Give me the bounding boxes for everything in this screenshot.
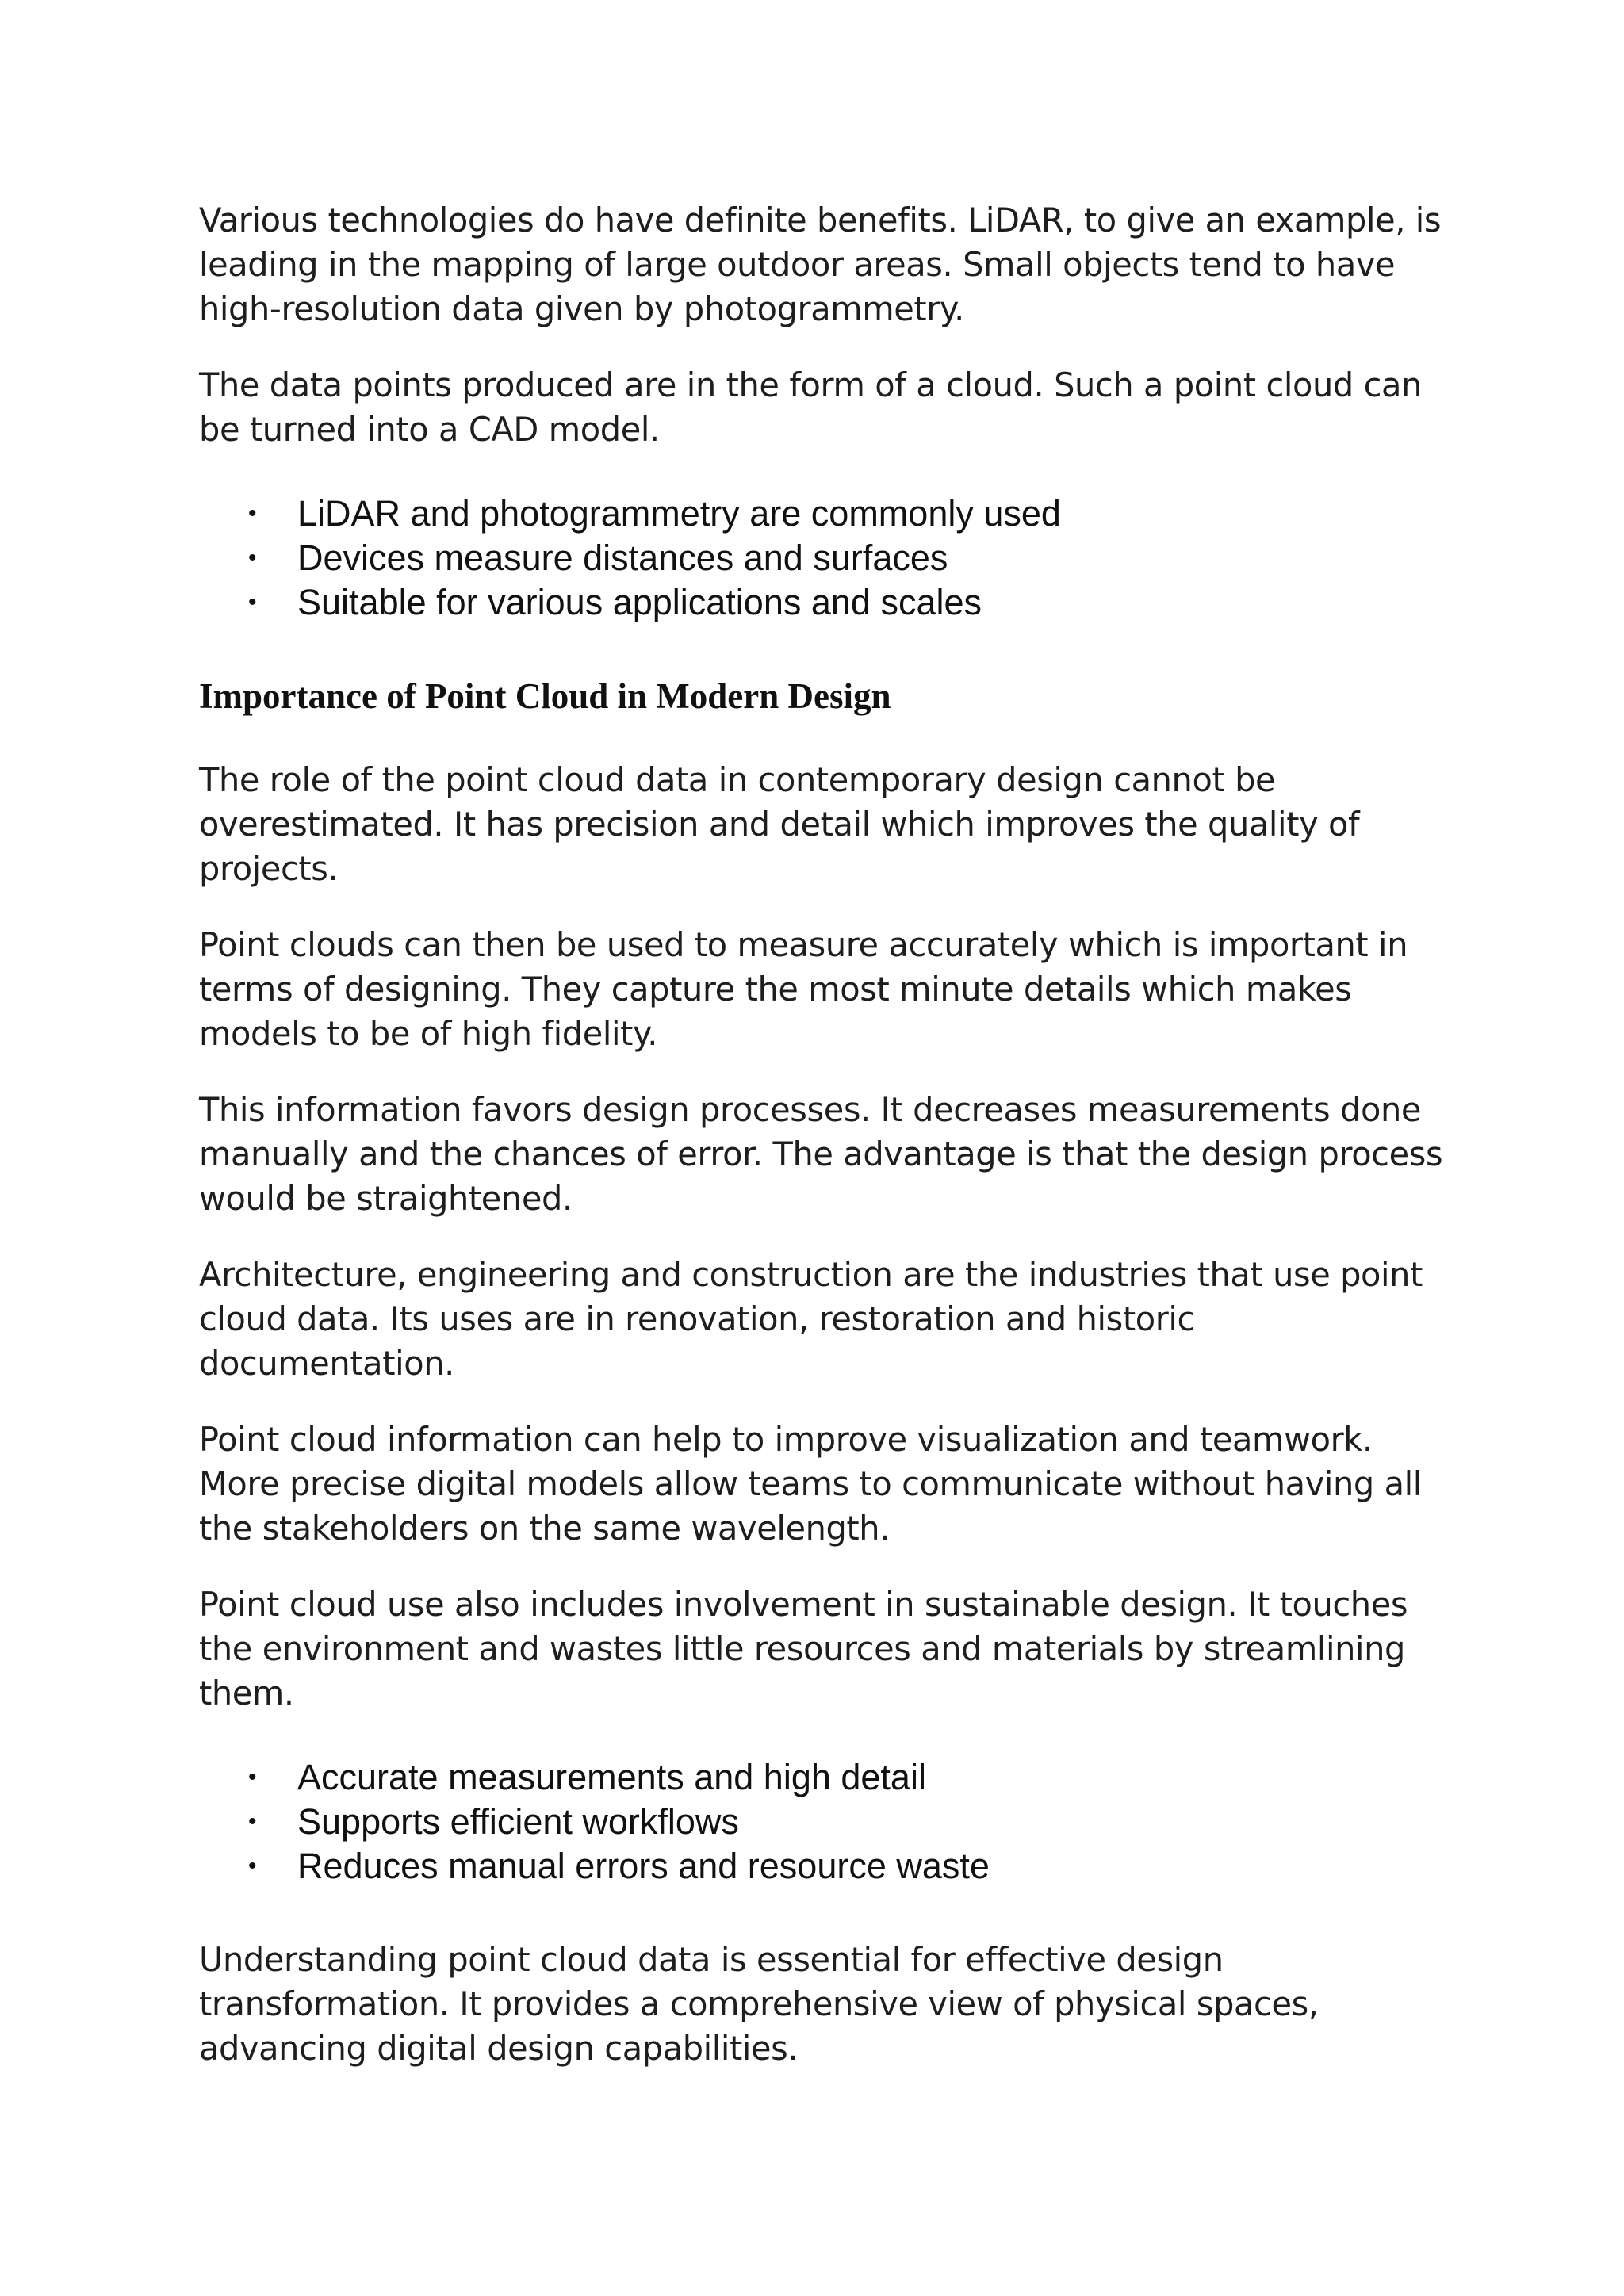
bullet-icon: •: [248, 500, 257, 526]
list-item: [248, 1755, 1452, 1800]
list-item: [248, 536, 1452, 580]
section-heading: Importance of Point Cloud in Modern Design: [199, 676, 891, 716]
list-item-text: Devices measure distances and surfaces: [297, 538, 948, 578]
bullet-icon: •: [248, 545, 257, 571]
list-item-text: Accurate measurements and high detail: [297, 1757, 926, 1797]
paragraph-point-cloud-cad: The data points produced are in the form of a cloud. Such a point cloud can be turned into a CAD model.: [199, 365, 1422, 449]
list-item: [248, 580, 1452, 625]
list-item: [248, 492, 1452, 536]
list-item-text: LiDAR and photogrammetry are commonly used: [297, 493, 1061, 534]
bullet-list-technologies: [199, 492, 1452, 625]
list-item-text: Reduces manual errors and resource waste: [297, 1846, 990, 1886]
paragraph-accurate-measurement: Point clouds can then be used to measure accurately which is important in terms of designing. They capture the most minute details which makes models to be of high fidelity.: [199, 925, 1408, 1053]
list-item-text: Suitable for various applications and scales: [297, 582, 982, 622]
paragraph-industries: Architecture, engineering and construction are the industries that use point cloud data. Its uses are in renovation, restoration and historic documentation.: [199, 1255, 1423, 1383]
bullet-icon: •: [248, 1764, 257, 1790]
paragraph-sustainable-design: Point cloud use also includes involvement in sustainable design. It touches the environment and wastes little resources and materials by streamlining them.: [199, 1585, 1408, 1712]
paragraph-role-of-point-cloud: The role of the point cloud data in contemporary design cannot be overestimated. It has precision and detail which improves the quality of projects.: [199, 760, 1360, 888]
paragraph-visualization-teamwork: Point cloud information can help to improve visualization and teamwork. More precise digital models allow teams to communicate without having all the stakeholders on the same wavelength.: [199, 1420, 1422, 1548]
document-page: [199, 198, 1452, 2103]
list-item-text: Supports efficient workflows: [297, 1801, 739, 1842]
bullet-list-benefits: [199, 1755, 1452, 1888]
bullet-icon: •: [248, 1853, 257, 1879]
bullet-icon: •: [248, 589, 257, 615]
paragraph-technologies-benefits: Various technologies do have definite benefits. LiDAR, to give an example, is leading in the mapping of large outdoor areas. Small objects tend to have high-resolution data given by photogrammetry.: [199, 201, 1442, 328]
list-item: [248, 1844, 1452, 1888]
paragraph-design-processes: This information favors design processes. It decreases measurements done manually and the chances of error. The advantage is that the design process would be straightened.: [199, 1090, 1443, 1218]
list-item: [248, 1800, 1452, 1844]
paragraph-conclusion: Understanding point cloud data is essential for effective design transformation. It provides a comprehensive view of physical spaces, advancing digital design capabilities.: [199, 1940, 1319, 2068]
bullet-icon: •: [248, 1808, 257, 1835]
